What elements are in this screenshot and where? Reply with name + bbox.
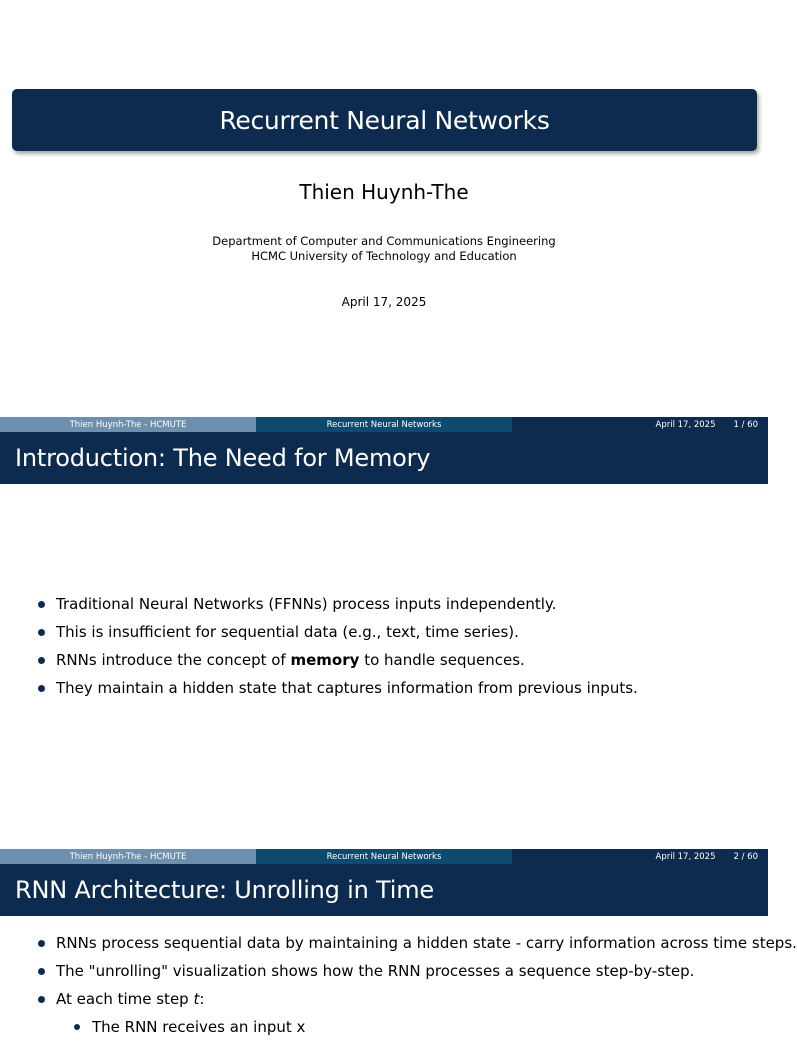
presentation-title: Recurrent Neural Networks	[12, 89, 757, 151]
list-item: This is insufficient for sequential data (e.g., text, time series).	[34, 622, 638, 650]
bullet-icon	[38, 968, 45, 975]
footer-author: Thien Huynh-The - HCMUTE	[0, 417, 256, 432]
title-slide	[0, 0, 768, 417]
slide-footer-1	[0, 417, 768, 432]
bullet-icon	[38, 685, 45, 692]
bullet-icon	[38, 996, 45, 1003]
footer-title: Recurrent Neural Networks	[256, 417, 512, 432]
list-item: Traditional Neural Networks (FFNNs) process inputs independently.	[34, 594, 638, 622]
slide-title-architecture: RNN Architecture: Unrolling in Time	[0, 864, 768, 916]
institute-line-1: Department of Computer and Communications Engineering	[212, 234, 556, 248]
footer-page-number: 1 / 60	[733, 419, 758, 430]
presentation-date: April 17, 2025	[341, 295, 427, 309]
list-item: They maintain a hidden state that captures information from previous inputs.	[34, 678, 638, 706]
author-name: Thien Huynh-The	[299, 180, 469, 204]
list-item: The RNN receives an input x	[34, 1017, 797, 1045]
sub-bullet-icon	[74, 1024, 80, 1030]
footer-date: April 17, 2025	[655, 851, 716, 862]
intro-bullet-list	[34, 594, 638, 706]
architecture-bullet-list	[34, 933, 797, 1045]
footer-date: April 17, 2025	[655, 419, 716, 430]
bullet-icon	[38, 629, 45, 636]
bullet-icon	[38, 940, 45, 947]
footer-title: Recurrent Neural Networks	[256, 849, 512, 864]
footer-right	[512, 849, 768, 864]
footer-author: Thien Huynh-The - HCMUTE	[0, 849, 256, 864]
slide-title-intro: Introduction: The Need for Memory	[0, 432, 768, 484]
list-item: The "unrolling" visualization shows how the RNN processes a sequence step-by-step.	[34, 961, 797, 989]
time-step-variable: t	[193, 990, 200, 1008]
bullet-icon	[38, 601, 45, 608]
emphasis-memory: memory	[290, 651, 360, 669]
slide-footer-2	[0, 849, 768, 864]
list-item: RNNs process sequential data by maintaining a hidden state - carry information across time steps.	[34, 933, 797, 961]
bullet-icon	[38, 657, 45, 664]
footer-right	[512, 417, 768, 432]
list-item: RNNs introduce the concept of memory to handle sequences.	[34, 650, 638, 678]
list-item: At each time step t:	[34, 989, 797, 1017]
footer-page-number: 2 / 60	[733, 851, 758, 862]
institute-line-2: HCMC University of Technology and Education	[251, 249, 517, 263]
